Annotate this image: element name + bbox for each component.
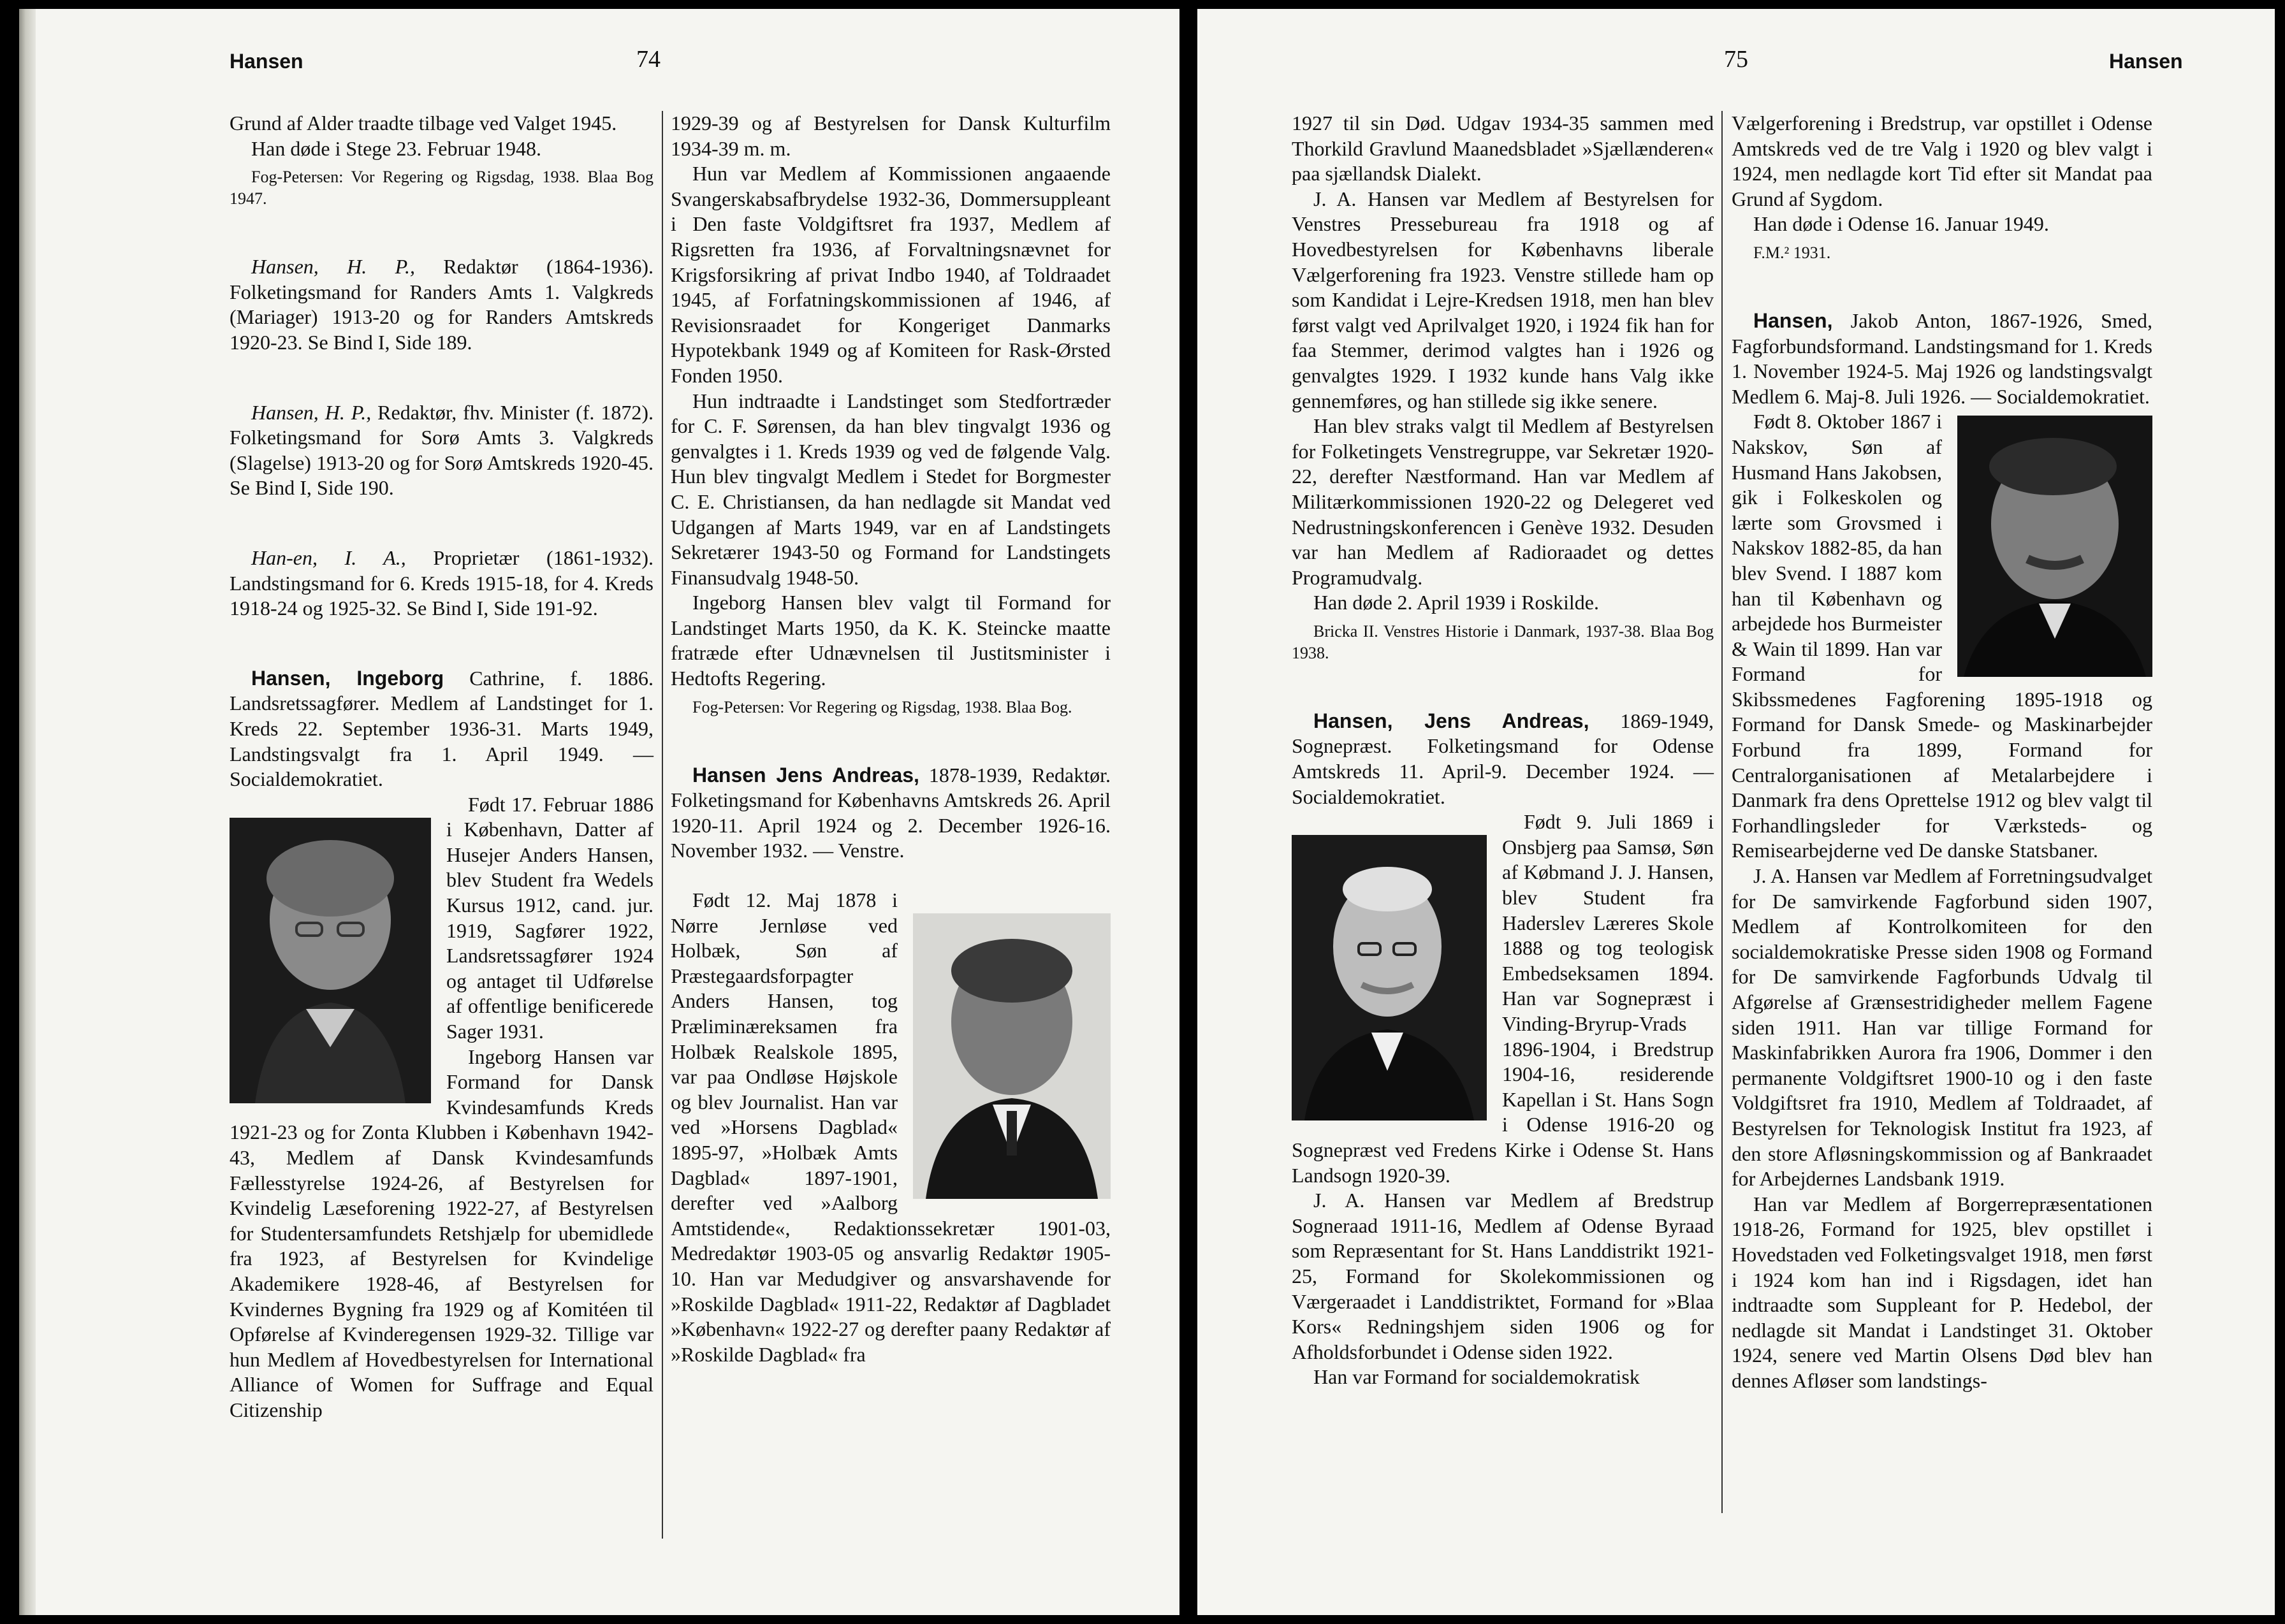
running-head-name: Hansen xyxy=(230,50,303,73)
entry-text: 1878-1939, Redaktør. Folketingsmand for Københavns Amtskreds 26. April 1920-11. April 1924 og 2. December 1926-16. November 1932. — Venstre. xyxy=(671,763,1111,862)
paragraph: J. A. Hansen var Medlem af Bestyrelsen for Venstres Pressebureau fra 1918 og af Hovedbestyrelsen for Københavns liberale Vælgerforening fra 1923. Venstre stillede ham op som Kandidat i Lejre-Kredsen 1918, men han blev først valgt ved Aprilvalget 1920, i 1924 fik han for faa Stemmer, derimod valgtes han i 1926 og genvalgtes 1929. I 1932 kunde hans Valg ikke gennemføres, og han stillede sig ikke senere. xyxy=(1292,187,1714,412)
paragraph: Hun var Medlem af Kommissionen angaaende Svangerskabsafbrydelse 1932-36, Dommersuppleant i Den faste Voldgiftsret fra 1937, Medlem af Rigsretten fra 1936, af Forvaltningsnævnet for Krigsforsikring af privat Indbo 1940, af Toldraadet 1945, af Forfatningskommissionen af 1946, af Revisionsraadet for Kongeriget Danmarks Hypotekbank 1949 og af Komiteen for Rask-Ørsted Fonden 1950. xyxy=(671,162,1111,387)
entry-name: Hansen Jens Andreas, xyxy=(692,763,919,787)
left-col-1 xyxy=(230,111,653,1423)
left-page xyxy=(19,9,1179,1615)
source-reference: Fog-Petersen: Vor Regering og Rigsdag, 1938. Blaa Bog 1947. xyxy=(230,168,653,208)
entry-name: Han-en, I. A., xyxy=(251,546,406,569)
paragraph: J. A. Hansen var Medlem af Bredstrup Sogneraad 1911-16, Medlem af Odense Byraad som Repræsentant for St. Hans Landdistrikt 1921-25, Formand for Skolekommissionen og Værgeraadet i Landdistriktet, Formand for »Blaa Kors« Redningshjem siden 1906 og for Afholdsforbundet i Odense siden 1922. xyxy=(1292,1189,1714,1363)
entry-hansen-jens-andreas-1869 xyxy=(1292,709,1714,809)
entry-text: Redaktør (1864-1936). Folketingsmand for Randers Amts 1. Valgkreds (Mariager) 1913-20 og for Randers Amtskreds 1920-23. Se Bind I, Side 189. xyxy=(230,255,653,354)
paragraph: Han var Medlem af Borgerrepræsentationen 1918-26, Formand for 1925, blev opstillet i Hovedstaden ved Folketingsvalget 1918, men først i 1924 kom han ind i Rigsdagen, idet han indtraadte som Suppleant for P. Hedebol, der nedlagde sit Mandat i Landstinget 31. Oktober 1924, senere ved Martin Olsens Død blev han dennes Afløser som landstings- xyxy=(1732,1192,2152,1392)
portrait-jakob-anton-hansen xyxy=(1957,416,2152,677)
right-page xyxy=(1197,9,2275,1615)
entry-name: Hansen, H. P., xyxy=(251,400,372,424)
source-reference: Bricka II. Venstres Historie i Danmark, 1937-38. Blaa Bog 1938. xyxy=(1292,621,1714,662)
paragraph: Ingeborg Hansen blev valgt til Formand for Landstinget Marts 1950, da K. K. Steincke maatte fratræde efter Udnævnelsen til Justitsminister i Hedtofts Regering. xyxy=(671,591,1111,690)
source-reference: Fog-Petersen: Vor Regering og Rigsdag, 1938. Blaa Bog. xyxy=(692,697,1072,716)
page-number: 74 xyxy=(636,46,661,73)
left-col-2 xyxy=(671,111,1111,1367)
entry-hansen-jakob-anton xyxy=(1732,308,2152,409)
paragraph: Født 8. Oktober 1867 i Nakskov, Søn af Husmand Hans Jakobsen, gik i Folkeskolen og lærte som Grovsmed i Nakskov 1882-85, da han blev Svend. I 1887 kom han til København og arbejdede hos Burmeister & Wain til 1899. Han var Formand for Skibssmedenes Fagforening 1895-1918 og Formand for Dansk Smede- og Maskinarbejder Forbund fra 1899, Formand for Centralorganisationen af Metalarbejdere i Danmark fra dens Oprettelse 1912 og blev valgt til Forhandlingsleder for Værksteds- og Remisearbejderne ved De danske Statsbaner. xyxy=(1732,410,2152,862)
paragraph: 1927 til sin Død. Udgav 1934-35 sammen med Thorkild Gravlund Maanedsbladet »Sjællænderen« paa sjællandsk Dialekt. xyxy=(1292,112,1714,185)
paragraph: Han var Formand for socialdemokratisk xyxy=(1313,1365,1640,1389)
paragraph: Grund af Alder traadte tilbage ved Valget 1945. xyxy=(230,112,617,134)
paragraph: J. A. Hansen var Medlem af Forretningsudvalget for De samvirkende Fagforbund siden 1907, Medlem af Kontrolkomiteen for den socialdemokratiske Presse siden 1908 og Formand for De samvirkende Fagforbunds Udvalg til Afgørelse af Grænsestridigheder mellem Fagene siden 1911. Han var tillige Formand for Maskinfabrikken Aurora fra 1906, Dommer i den permanente Voldgiftsret 1900-10 og i den faste Voldgiftsret fra 1910, Medlem af Toldraadet, af Bestyrelsen for Teknologisk Institut fra 1923, af den store Afløsningskommission og af Bankraadet for Arbejdernes Landsbank 1919. xyxy=(1732,864,2152,1191)
entry-hansen-jens-andreas-1878 xyxy=(671,763,1111,864)
paragraph: Han blev straks valgt til Medlem af Bestyrelsen for Folketingets Venstregruppe, var Sekretær 1920-22, derefter Næstformand. Han var Medlem af Militærkommissionen 1920-22 og Delegeret ved Nedrustningskonferencen i Genève 1932. Desuden var han Medlem af Radioraadet og dettes Programudvalg. xyxy=(1292,414,1714,589)
paragraph: Han døde 2. April 1939 i Roskilde. xyxy=(1313,591,1599,614)
paragraph: 1929-39 og af Bestyrelsen for Dansk Kulturfilm 1934-39 m. m. xyxy=(671,112,1111,160)
column-rule xyxy=(1721,111,1723,1513)
entry-text: 1869-1949, Sognepræst. Folketingsmand for Odense Amtskreds 11. April-9. December 1924. — Socialdemokratiet. xyxy=(1292,709,1714,808)
page-number: 75 xyxy=(1724,46,1748,73)
paragraph: Født 12. Maj 1878 i Nørre Jernløse ved Holbæk, Søn af Præstegaardsforpagter Anders Hansen, tog Præliminæreksamen fra Holbæk Realskole 1895, var paa Ondløse Højskole og blev Journalist. Han var ved »Horsens Dagblad« 1895-97, »Holbæk Amts Dagblad« 1897-1901, derefter ved »Aalborg Amtstidende«, Redaktionssekretær 1901-03, Medredaktør 1903-05 og ansvarlig Redaktør 1905-10. Han var Medudgiver og ansvarshavende for »Roskilde Dagblad« 1911-22, Redaktør af Dagbladet »København« 1922-27 og derefter paany Redaktør af »Roskilde Dagblad« fra xyxy=(671,888,1111,1366)
right-col-2 xyxy=(1732,111,2152,1394)
column-rule xyxy=(662,111,663,1539)
entry-text: Redaktør, fhv. Minister (f. 1872). Folketingsmand for Sorø Amts 3. Valgkreds (Slagelse) 1913-20 og for Sorø Amtskreds 1920-45. Se Bind I, Side 190. xyxy=(230,400,654,500)
paragraph: Ingeborg Hansen var Formand for Dansk Kvindesamfunds Kreds 1921-23 og for Zonta Klubben i København 1942-43, Medlem af Dansk Kvindesamfunds Fællesstyrelse 1924-26, af Bestyrelsen for Kvindelig Læseforening 1922-27, af Bestyrelsen for Studentersamfundets Retshjælp for ubemidlede fra 1923, af Bestyrelsen for Kvindelige Akademikere 1928-46, af Bestyrelsen for Kvindernes Bygning fra 1929 og af Komitéen til Opførelse af Kvinderegensen 1929-32. Tillige var hun Medlem af Hovedbestyrelsen for International Alliance of Women for Suffrage and Equal Citizenship xyxy=(230,1045,653,1421)
running-head-name: Hansen xyxy=(2109,50,2183,73)
entry-name: Hansen, Jens Andreas, xyxy=(1313,709,1589,732)
paragraph: Han døde i Odense 16. Januar 1949. xyxy=(1753,212,2049,236)
entry-text: Cathrine, f. 1886. Landsretssagfører. Medlem af Landstinget for 1. Kreds 22. September 1936-31. Marts 1949, Landstingsvalgt fra 1. April 1949. — Socialdemokratiet. xyxy=(230,666,654,791)
paragraph: Vælgerforening i Bredstrup, var opstillet i Odense Amtskreds ved de tre Valg i 1920 og blev valgt i 1924, men nedlagde kort Tid efter sit Mandat paa Grund af Sygdom. xyxy=(1732,112,2152,210)
paragraph: Født 9. Juli 1869 i Onsbjerg paa Samsø, Søn af Købmand J. J. Hansen, blev Student fra Haderslev Læreres Skole 1888 og tog teologisk Embedseksamen 1894. Han var Sognepræst i Vinding-Bryrup-Vrads 1896-1904, i Bredstrup 1904-16, residerende Kapellan i St. Hans Sogn i Odense 1916-20 og Sognepræst ved Fredens Kirke i Odense St. Hans Landsogn 1920-39. xyxy=(1292,810,1714,1187)
paragraph: Han døde i Stege 23. Februar 1948. xyxy=(251,136,542,160)
entry-name: Hansen, Ingeborg xyxy=(251,666,444,690)
portrait-jens-andreas-hansen-1878 xyxy=(913,913,1111,1199)
entry-hansen-ia xyxy=(230,546,653,621)
paragraph: Født 17. Februar 1886 i København, Datter af Husejer Anders Hansen, blev Student fra Wedels Kursus 1912, cand. jur. 1919, Sagfører 1922, Landsretssagfører 1924 og antaget til Udførelse af offentlige benificerede Sager 1931. xyxy=(446,792,653,1043)
entry-name: Hansen, xyxy=(1753,308,1833,332)
right-col-1 xyxy=(1292,111,1714,1390)
entry-hansen-hp-2 xyxy=(230,400,653,501)
portrait-jens-andreas-hansen-1869 xyxy=(1292,835,1487,1120)
entry-hansen-hp-1 xyxy=(230,254,653,355)
entry-name: Hansen, H. P., xyxy=(251,255,416,279)
entry-hansen-ingeborg xyxy=(230,666,653,792)
paragraph: Hun indtraadte i Landstinget som Stedfortræder for C. F. Sørensen, da han blev tingvalgt 1936 og genvalgtes i 1. Kreds 1939 og ved de følgende Valg. Hun blev tingvalgt Medlem i Stedet for Borgmester C. E. Christiansen, da han nedlagde sit Mandat ved Udgangen af Marts 1949, var en af Landstingets Sekretærer 1943-50 og Formand for Landstingets Finansudvalg 1948-50. xyxy=(671,389,1111,589)
portrait-ingeborg-hansen xyxy=(230,818,431,1103)
entry-text: Jakob Anton, 1867-1926, Smed, Fagforbundsformand. Landstingsmand for 1. Kreds 1. November 1924-5. Maj 1926 og landstingsvalgt Medlem 6. Maj-8. Juli 1926. — Socialdemokratiet. xyxy=(1732,308,2152,408)
source-reference: F.M.² 1931. xyxy=(1753,243,1831,262)
entry-text: Proprietær (1861-1932). Landstingsmand for 6. Kreds 1915-18, for 4. Kreds 1918-24 og 1925-32. Se Bind I, Side 191-92. xyxy=(230,546,653,620)
